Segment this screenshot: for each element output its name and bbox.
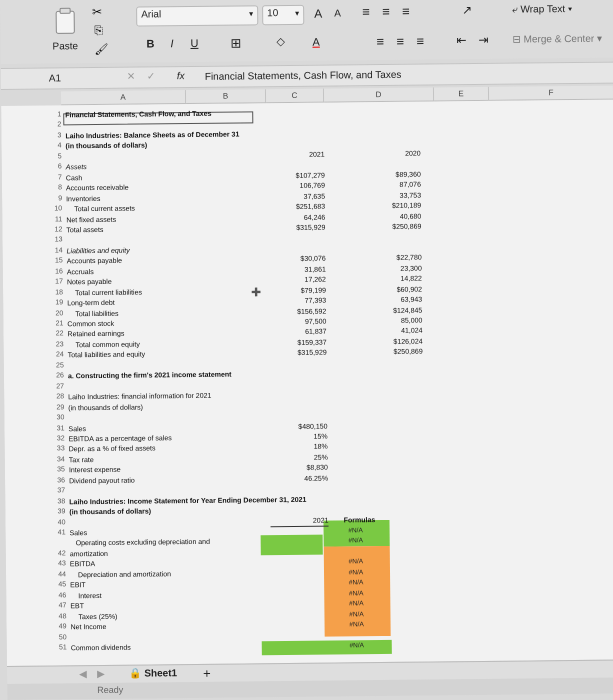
row-number[interactable]: 32 [56,435,65,443]
cell-2021[interactable]: 15% [313,433,328,441]
align-left-icon[interactable]: ≡ [376,33,385,50]
row-label[interactable]: Liabilities and equity [66,247,130,256]
align-right-icon[interactable]: ≡ [416,33,425,49]
row-number[interactable]: 37 [57,487,66,495]
row-label[interactable]: Laiho Industries: Balance Sheets as of December 31 [65,131,240,141]
row-number[interactable]: 43 [58,560,66,568]
row-label[interactable]: Total current assets [74,205,135,214]
row-label[interactable]: Notes payable [66,279,112,287]
row-label[interactable]: Interest [78,592,102,600]
font-name-dropdown[interactable] [136,5,258,26]
align-top-icon[interactable]: ≡ [362,4,370,20]
row-label[interactable]: Assets [65,164,87,172]
row-label[interactable]: EBITDA [69,561,96,569]
cell-2021[interactable]: 31,861 [304,266,326,274]
row-number[interactable]: 10 [54,205,63,213]
cell-2020[interactable]: $89,360 [395,171,421,179]
row-number[interactable]: 40 [57,518,66,526]
row-number[interactable]: 41 [57,529,66,537]
row-label[interactable]: Dividend payout ratio [69,477,135,486]
clipboard-icon [48,5,82,35]
sheet-lock-icon: 🔒 [129,668,145,680]
italic-button[interactable]: I [170,38,174,51]
row-label[interactable]: Interest expense [68,467,121,475]
cell-2020[interactable]: $60,902 [396,286,423,294]
cell-2021[interactable]: 77,393 [304,297,327,305]
row-label[interactable]: Laiho Industries: financial information for 2021 [68,392,212,402]
row-number[interactable]: 33 [56,445,65,453]
cell-2021[interactable]: $251,683 [295,203,326,211]
cell-2020[interactable]: 14,822 [400,275,422,284]
cell-2021[interactable]: $156,592 [297,308,327,316]
row-label[interactable]: Cash [65,174,83,183]
row-number[interactable]: 46 [58,592,67,600]
cell-2020[interactable]: $210,189 [391,202,422,210]
row-number[interactable]: 29 [56,403,65,412]
row-number[interactable]: 12 [54,226,63,234]
align-middle-icon[interactable]: ≡ [382,3,390,19]
chevron-down-icon: ▾ [594,33,603,45]
column-header-d[interactable]: D [324,87,434,102]
column-header-f[interactable]: F [489,86,613,101]
column-header-c[interactable]: C [266,89,324,104]
row-number[interactable]: 15 [54,257,63,265]
formula-result-cell[interactable]: #N/A [349,610,364,618]
cell-2020[interactable]: 33,753 [399,192,422,200]
cell-2021[interactable]: $8,830 [306,464,328,473]
row-label[interactable]: Retained earnings [67,331,125,339]
row-number[interactable]: 38 [57,497,66,506]
column-header-a[interactable]: A [61,90,186,105]
wrap-text-icon: ⤶ [512,4,521,16]
cell-2020[interactable]: 87,076 [399,181,421,189]
row-number[interactable]: 17 [55,278,63,286]
row-number[interactable]: 35 [57,466,65,474]
cancel-icon[interactable]: ✕ [126,71,136,83]
formula-result-cell[interactable]: #N/A [348,569,364,577]
orientation-icon[interactable]: ↗ [462,3,473,18]
cell-2020[interactable]: 85,000 [400,317,423,325]
row-number[interactable]: 20 [55,309,64,317]
row-number[interactable]: 2 [57,121,62,129]
row-number[interactable]: 6 [57,163,62,171]
row-label[interactable]: Accounts receivable [65,184,129,193]
cell-2021[interactable]: 25% [313,454,328,462]
name-box[interactable]: A1 [48,73,62,85]
row-label[interactable]: Net fixed assets [66,216,117,224]
merge-center-label: Merge & Center [523,33,595,46]
cell-2021[interactable]: $315,929 [297,349,327,358]
row-number[interactable]: 8 [58,184,63,192]
row-label[interactable]: Depreciation and amortization [77,571,172,580]
cut-icon[interactable]: ✂ [92,4,103,20]
row-label[interactable]: Sales [69,530,88,538]
row-number[interactable]: 13 [54,236,63,244]
row-number[interactable]: 22 [55,330,64,338]
row-number[interactable]: 39 [57,508,66,516]
row-label[interactable]: Total current liabilities [75,289,143,297]
cell-2021[interactable]: 64,246 [303,214,326,222]
row-number[interactable]: 26 [56,372,64,380]
shrink-font-button[interactable]: A [334,8,341,20]
outdent-icon[interactable]: ⇤ [456,33,467,48]
add-sheet-button[interactable]: + [202,665,211,681]
row-number[interactable]: 47 [58,602,67,610]
enter-icon[interactable]: ✓ [146,71,156,83]
formula-result-cell[interactable]: #N/A [349,621,364,629]
row-number[interactable]: 14 [54,247,63,255]
row-label[interactable]: Accounts payable [66,258,123,266]
row-number[interactable]: 5 [57,153,62,161]
row-label[interactable]: EBIT [70,582,86,590]
copy-icon[interactable]: ⎘ [94,24,104,38]
font-size-value: 10 [267,8,279,20]
wrap-text-label: Wrap Text [520,4,566,16]
row-number[interactable]: 25 [55,362,64,370]
indent-icon[interactable]: ⇥ [478,32,489,47]
formula-result-cell[interactable]: #N/A [348,589,364,598]
row-number[interactable]: 19 [55,299,64,307]
merge-icon: ⊟ [512,34,524,46]
cell-2021[interactable]: 17,262 [304,276,326,285]
row-label[interactable]: Financial Statements, Cash Flow, and Taxes [65,110,212,120]
formula-input[interactable]: Financial Statements, Cash Flow, and Taxes [204,69,402,83]
row-number[interactable]: 16 [55,268,63,276]
row-number[interactable]: 1 [57,111,62,119]
cell-2021[interactable]: $30,076 [300,255,326,264]
fill-color-icon[interactable]: ◇ [276,36,285,49]
bold-button[interactable]: B [146,38,155,51]
formula-result-cell[interactable]: #N/A [348,537,363,545]
cell-2021[interactable]: 106,769 [299,182,326,191]
row-number[interactable]: 45 [58,581,67,589]
row-number[interactable]: 49 [58,623,67,631]
row-number[interactable]: 34 [56,456,65,464]
row-number[interactable]: 48 [58,612,67,621]
row-label[interactable]: Common stock [67,320,115,329]
row-label[interactable]: Depr. as a % of fixed assets [68,445,156,454]
cell-2020[interactable]: $124,845 [393,307,423,315]
row-label[interactable]: Operating costs excluding depreciation and [75,539,210,548]
row-label[interactable]: (in thousands of dollars) [68,404,144,412]
cell-2021[interactable]: 46.25% [304,475,329,483]
cell-2020[interactable]: 23,300 [400,265,422,273]
row-number[interactable]: 51 [58,644,67,652]
row-number[interactable]: 27 [56,383,65,391]
cell-2021[interactable]: 37,635 [303,193,326,201]
row-label[interactable]: Total liabilities [75,310,119,318]
row-label[interactable]: Tax rate [68,456,94,465]
cell-2021[interactable]: $159,337 [297,339,327,347]
row-number[interactable]: 44 [58,571,67,579]
font-size-dropdown[interactable] [262,5,304,25]
row-label[interactable]: EBT [70,603,85,611]
ribbon [0,0,613,64]
cell-2020[interactable]: $250,869 [392,223,422,231]
align-center-icon[interactable]: ≡ [396,33,405,49]
wrap-text-button[interactable] [512,4,572,16]
chevron-down-icon: ▾ [249,9,254,19]
formula-result-cell[interactable]: #N/A [349,642,365,650]
row-label[interactable]: EBITDA as a percentage of sales [68,435,172,444]
merge-center-button[interactable] [512,34,602,46]
cell-2020[interactable]: $250,869 [393,348,423,357]
cell-2021[interactable]: 2021 [270,516,328,527]
income-green-block [261,535,323,556]
function-button[interactable]: fx [176,71,185,83]
font-name-value: Arial [141,9,162,21]
underline-button[interactable]: U [190,37,199,51]
cell-2021[interactable]: 97,500 [304,318,327,326]
next-sheet-arrow-icon[interactable]: ▶ [97,668,105,681]
row-number[interactable]: 24 [55,351,64,359]
row-label[interactable]: (in thousands of dollars) [65,142,148,151]
status-text: Ready [97,684,124,696]
row-number[interactable]: 4 [57,142,62,150]
grow-font-button[interactable]: A [314,6,323,21]
cell-2021[interactable]: $79,199 [300,287,327,295]
row-label[interactable]: Total assets [66,226,104,235]
cell-2020[interactable]: $22,780 [396,254,422,263]
row-label[interactable]: Laiho Industries: Income Statement for Year Ending December 31, 2021 [69,496,307,506]
formula-result-cell[interactable]: #N/A [349,600,364,608]
row-label[interactable]: Total liabilities and equity [67,351,146,360]
cell-2020[interactable]: 40,680 [399,213,422,221]
formula-result-cell[interactable]: #N/A [348,558,364,566]
font-color-button[interactable]: A [312,36,320,49]
paste-button[interactable] [48,5,83,55]
row-label[interactable]: (in thousands of dollars) [69,508,152,517]
formulas-header[interactable]: Formulas [343,516,376,524]
column-header-b[interactable]: B [186,89,266,104]
sheet-tab-label: Sheet1 [144,668,178,680]
formula-result-cell[interactable]: #N/A [348,527,363,535]
row-label[interactable]: a. Constructing the firm's 2021 income statement [67,371,232,381]
row-number[interactable]: 30 [56,414,65,422]
row-number[interactable]: 23 [55,341,64,349]
cell-2021[interactable]: $107,279 [295,172,325,180]
row-number[interactable]: 11 [54,215,63,223]
row-label[interactable]: Inventories [66,195,101,203]
row-label[interactable]: Total common equity [75,341,140,350]
row-number[interactable]: 21 [55,320,64,328]
chevron-down-icon: ▾ [295,8,300,18]
formula-result-cell[interactable]: #N/A [348,579,364,587]
row-label[interactable]: Long-term debt [67,299,115,308]
cell-2021[interactable]: 61,837 [305,329,327,337]
borders-icon[interactable]: ⊞ [230,35,242,51]
row-number[interactable]: 36 [57,477,66,485]
row-number[interactable]: 31 [56,424,65,432]
cell-2021[interactable]: $480,150 [298,423,328,431]
prev-sheet-arrow-icon[interactable]: ◀ [79,669,87,681]
cell-2021[interactable]: $315,929 [296,224,326,232]
row-label[interactable]: Sales [68,425,87,433]
row-label[interactable]: Net Income [70,623,107,632]
sheet-tab[interactable] [129,668,177,680]
paste-label: Paste [52,41,79,53]
cell-2020[interactable]: 41,024 [401,328,423,336]
row-number[interactable]: 50 [58,633,67,641]
cell-2020[interactable]: 63,943 [400,296,423,304]
chevron-down-icon: ▾ [565,4,573,16]
sheet-grid[interactable] [1,100,613,666]
row-number[interactable]: 7 [57,174,62,182]
align-bottom-icon[interactable]: ≡ [402,3,410,19]
row-number[interactable]: 18 [55,288,64,297]
row-label[interactable]: Accruals [66,268,94,277]
row-label[interactable]: amortization [69,550,108,559]
row-number[interactable]: 42 [57,550,66,558]
cursor-plus-icon: ✚ [251,285,262,300]
cell-2020[interactable]: $126,024 [393,338,423,346]
row-number[interactable]: 3 [57,132,62,140]
format-painter-icon[interactable]: 🖌 [94,43,109,57]
cell-2021[interactable]: 2021 [309,151,325,159]
row-label[interactable]: Taxes (25%) [78,613,118,621]
cell-2020[interactable]: 2020 [405,150,421,158]
row-number[interactable]: 9 [58,194,63,202]
cell-2021[interactable]: 18% [313,443,328,452]
row-label[interactable]: Common dividends [70,644,131,653]
row-number[interactable]: 28 [56,393,65,401]
column-header-e[interactable]: E [434,87,489,102]
